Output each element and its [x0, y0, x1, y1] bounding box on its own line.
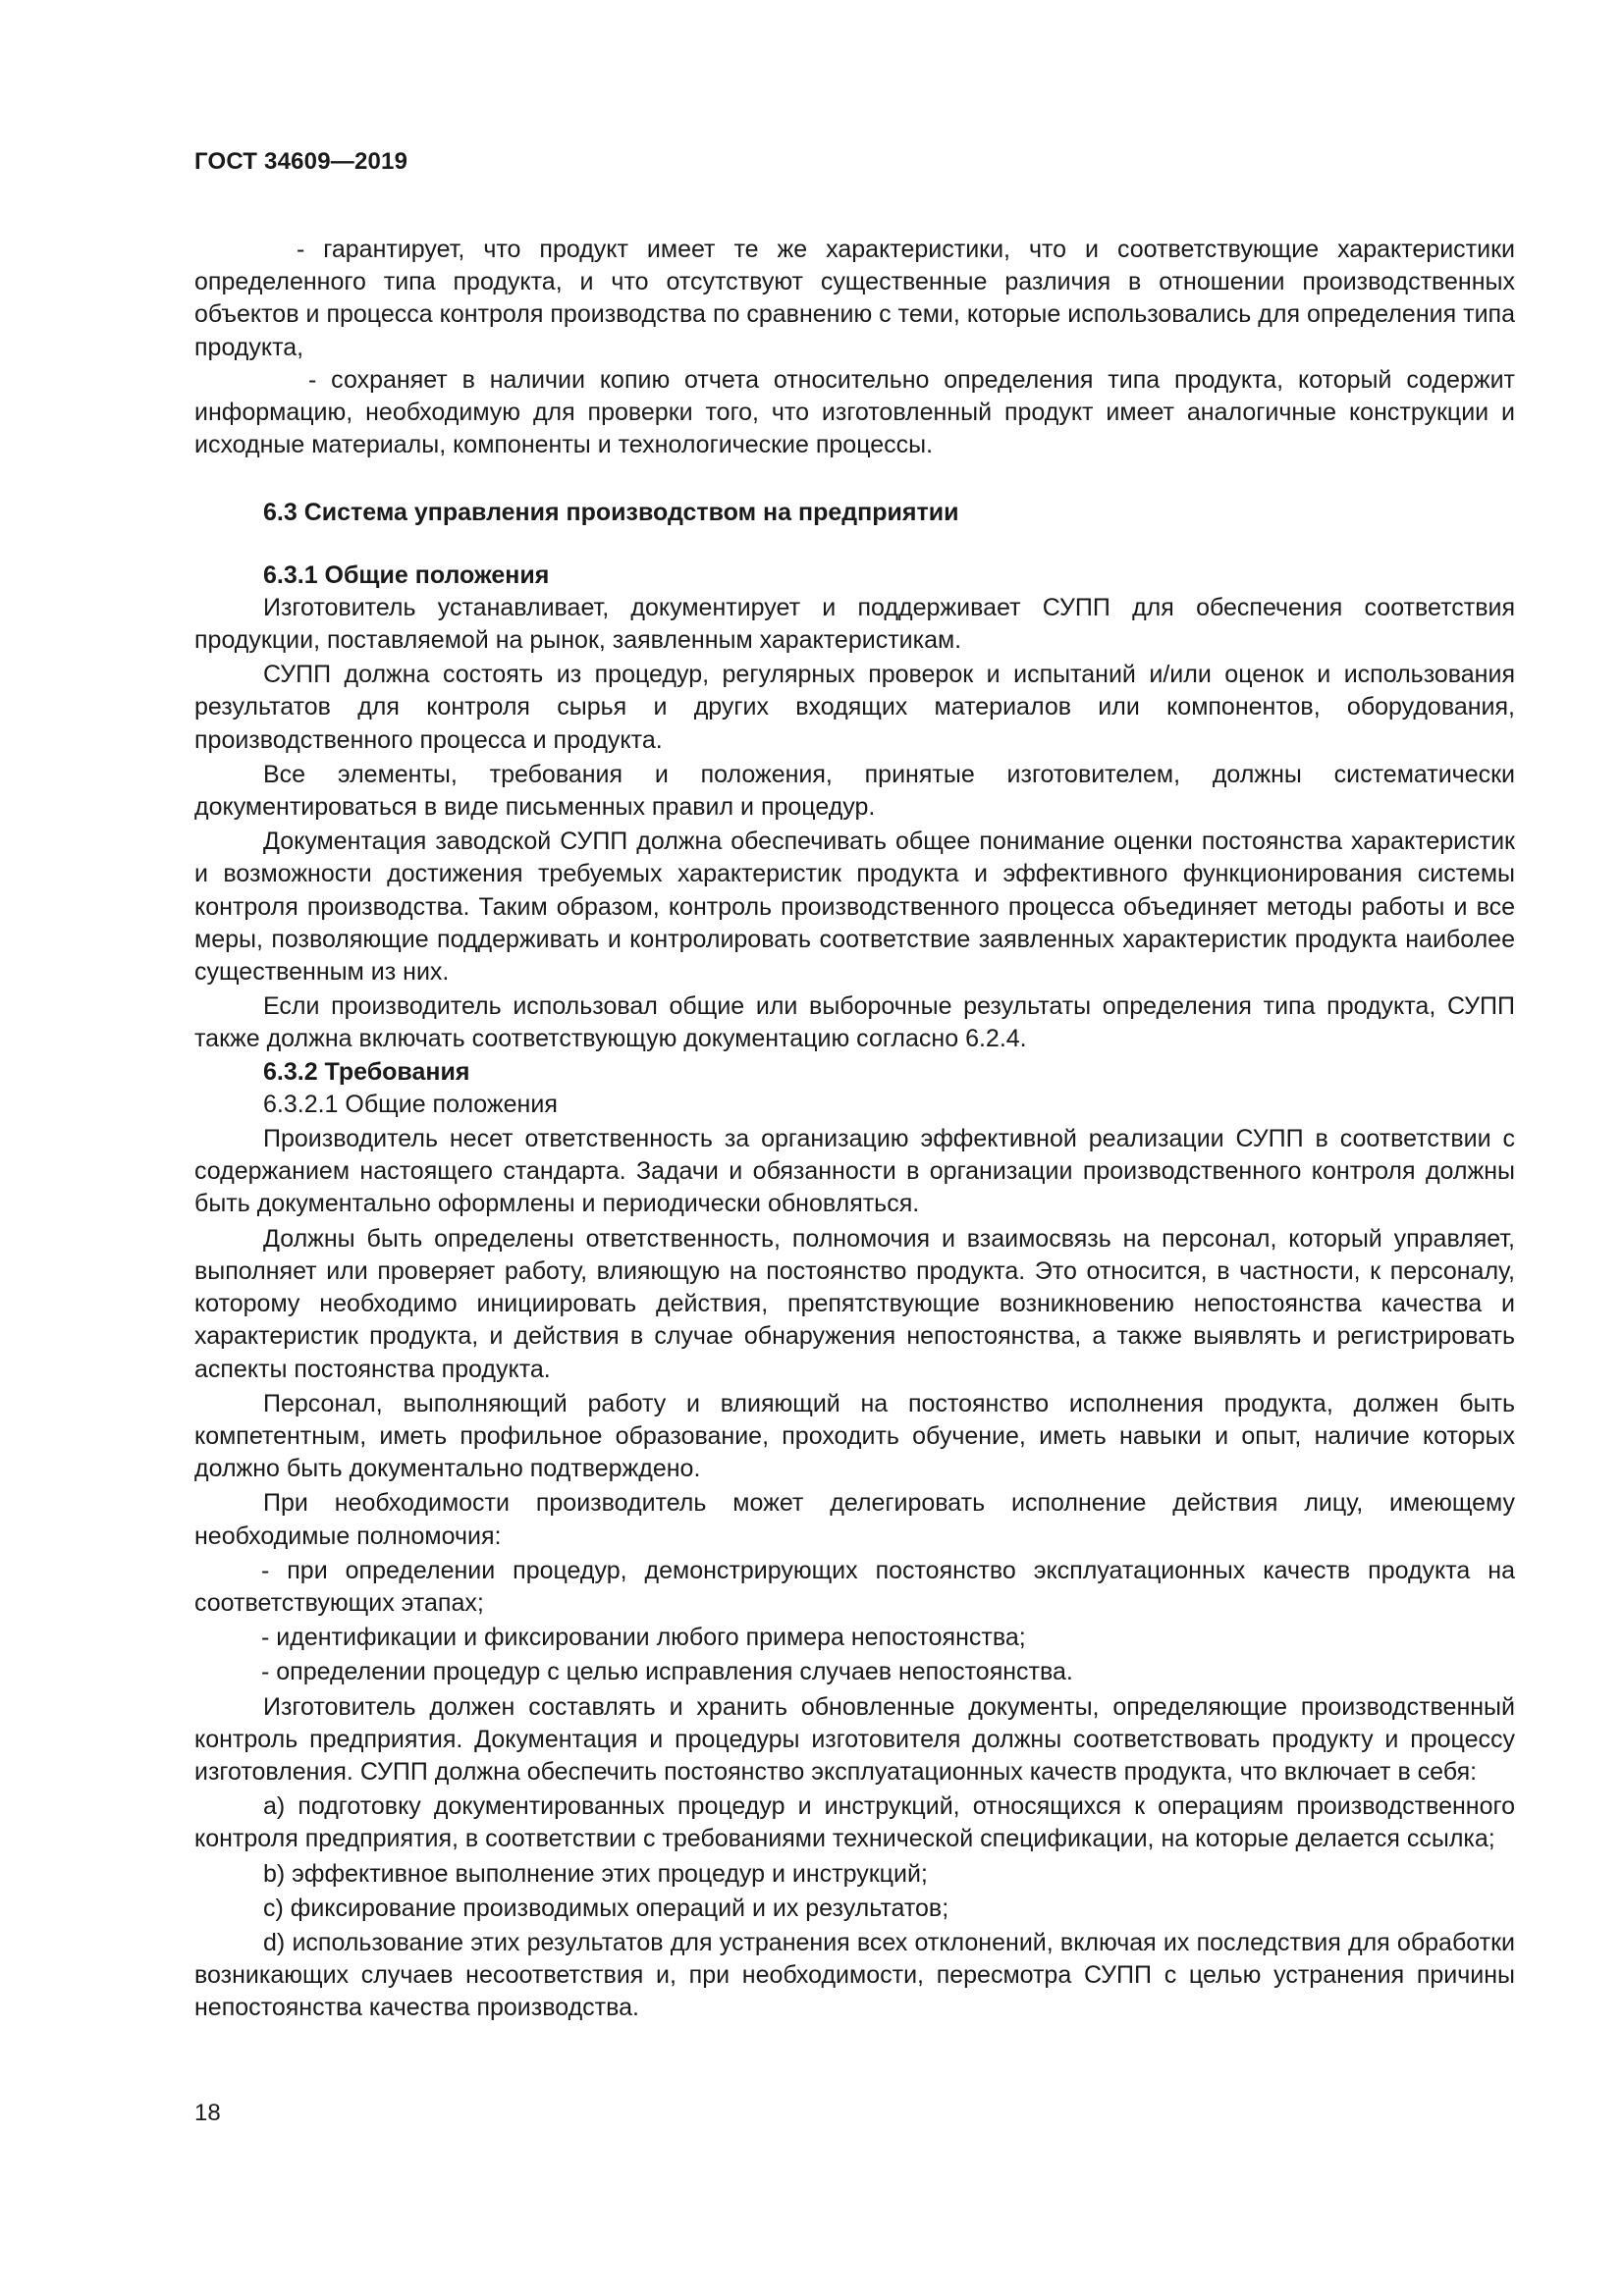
document-body	[194, 234, 1515, 2025]
page-number: 18	[194, 2100, 221, 2126]
list-item: - идентификации и фиксировании любого примера непостоянства;	[261, 1624, 1026, 1652]
paragraph: СУПП должна состоять из процедур, регулярных проверок и испытаний и/или оценок и использования результатов для контроля сырья и других входящих материалов или компонентов, оборудования, производственного процесса и продукта.	[194, 661, 1515, 754]
paragraph: Все элементы, требования и положения, принятые изготовителем, должны систематически документироваться в виде письменных правил и процедур.	[194, 760, 1515, 822]
list-item: b) эффективное выполнение этих процедур и инструкций;	[263, 1859, 928, 1888]
list-item: a) подготовку документированных процедур и инструкций, относящихся к операциям производственного контроля предприятия, в соответствии с требованиями технической спецификации, на которые делается ссылка;	[194, 1792, 1515, 1853]
paragraph: Производитель несет ответственность за организацию эффективной реализации СУПП в соответствии с содержанием настоящего стандарта. Задачи и обязанности в организации производственного контроля должны быть документально оформлены и периодически обновляться.	[194, 1125, 1515, 1218]
section-6-3-2-1-title: 6.3.2.1 Общие положения	[263, 1090, 558, 1118]
section-6-3-title: 6.3 Система управления производством на предприятии	[263, 499, 959, 527]
list-item: - определении процедур с целью исправления случаев непостоянства.	[261, 1658, 1073, 1686]
paragraph: Должны быть определены ответственность, полномочия и взаимосвязь на персонал, который управляет, выполняет или проверяет работу, влияющую на постоянство продукта. Это относится, в частности, к персоналу, которому необходимо инициировать действия, препятствующие возникновению непостоянства качества и характеристик продукта, и действия в случае обнаружения непостоянства, а также выявлять и регистрировать аспекты постоянства продукта.	[194, 1224, 1515, 1383]
list-item: d) использование этих результатов для устранения всех отклонений, включая их последствия для обработки возникающих случаев несоответствия и, при необходимости, пересмотра СУПП с целью устранения причины непостоянства качества производства.	[194, 1928, 1515, 2022]
intro-item-keep-copy: - сохраняет в наличии копию отчета относительно определения типа продукта, который содержит информацию, необходимую для проверки того, что изготовленный продукт имеет аналогичные конструкции и исходные материалы, компоненты и технологические процессы.	[194, 365, 1515, 459]
document-code-header: ГОСТ 34609—2019	[194, 148, 408, 175]
paragraph: Персонал, выполняющий работу и влияющий на постоянство исполнения продукта, должен быть компетентным, иметь профильное образование, проходить обучение, иметь навыки и опыт, наличие которых должно быть документально подтверждено.	[194, 1389, 1515, 1483]
list-item: c) фиксирование производимых операций и их результатов;	[263, 1894, 949, 1922]
paragraph: Документация заводской СУПП должна обеспечивать общее понимание оценки постоянства характеристик и возможности достижения требуемых характеристик продукта и эффективного функционирования системы контроля производства. Таким образом, контроль производственного процесса объединяет методы работы и все меры, позволяющие поддерживать и контролировать соответствие заявленных характеристик продукта наиболее существенным из них.	[194, 828, 1515, 987]
paragraph: Изготовитель должен составлять и хранить обновленные документы, определяющие производственный контроль предприятия. Документация и процедуры изготовителя должны соответствовать продукту и процессу изготовления. СУПП должна обеспечить постоянство эксплуатационных качеств продукта, что включает в себя:	[194, 1692, 1515, 1786]
list-item: - при определении процедур, демонстрирующих постоянство эксплуатационных качеств продукта на соответствующих этапах;	[194, 1556, 1515, 1617]
paragraph: Если производитель использовал общие или выборочные результаты определения типа продукта, СУПП также должна включать соответствующую документацию согласно 6.2.4.	[194, 992, 1515, 1053]
intro-item-guarantee: - гарантирует, что продукт имеет те же характеристики, что и соответствующие характеристики определенного типа продукта, и что отсутствуют существенные различия в отношении производственных объектов и процесса контроля производства по сравнению с теми, которые использовались для определения типа продукта,	[194, 236, 1515, 361]
paragraph: Изготовитель устанавливает, документирует и поддерживает СУПП для обеспечения соответствия продукции, поставляемой на рынок, заявленным характеристикам.	[194, 593, 1515, 655]
paragraph: При необходимости производитель может делегировать исполнение действия лицу, имеющему необходимые полномочия:	[194, 1489, 1515, 1550]
section-6-3-1-title: 6.3.1 Общие положения	[263, 561, 550, 589]
document-page	[194, 147, 1515, 2025]
section-6-3-2-title: 6.3.2 Требования	[263, 1057, 470, 1086]
